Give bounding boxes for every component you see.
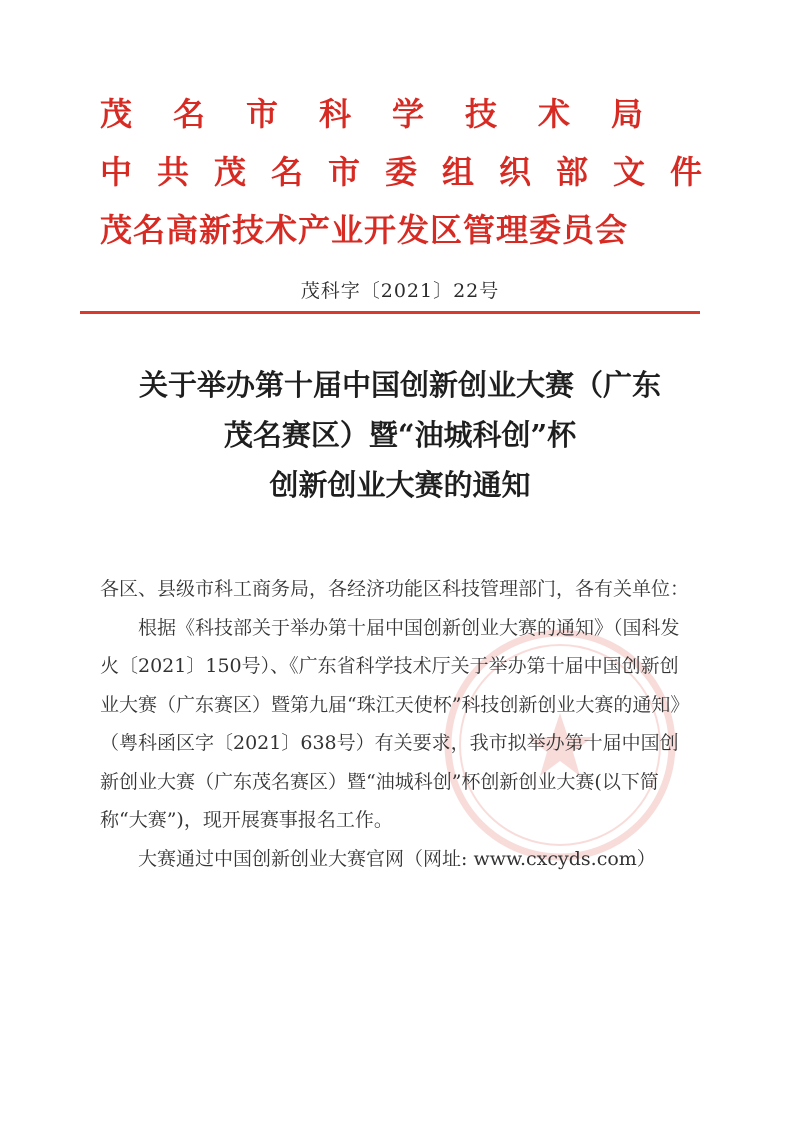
document-title bbox=[60, 360, 740, 510]
title-line-2: 茂名赛区）暨“油城科创”杯 bbox=[223, 418, 577, 452]
issuer-line-3: 茂名高新技术产业开发区管理委员会 bbox=[100, 211, 629, 249]
body-paragraph-2: 大赛通过中国创新创业大赛官网（网址: www.cxcyds.com） bbox=[138, 847, 656, 870]
title-line-1: 关于举办第十届中国创新创业大赛（广东 bbox=[138, 368, 661, 402]
doc-type-suffix: 文件 bbox=[613, 153, 728, 191]
document-number: 茂科字〔2021〕22号 bbox=[300, 280, 500, 302]
document-body bbox=[100, 570, 690, 878]
red-divider-rule bbox=[80, 311, 700, 314]
title-line-3: 创新创业大赛的通知 bbox=[269, 468, 531, 502]
issuer-name-2: 中共茂名市委组织部 bbox=[100, 153, 614, 191]
salutation: 各区、县级市科工商务局，各经济功能区科技管理部门，各有关单位： bbox=[100, 578, 690, 600]
body-paragraph-1: 根据《科技部关于举办第十届中国创新创业大赛的通知》（国科发火〔2021〕150号）、《广东省科学技术厅关于举办第十届中国创新创业大赛（广东赛区）暨第九届“珠江天使杯”科技创新创业大赛的通知》（粤科函区字〔2021〕638号）有关要求，我市拟举办第十届中国创新创业大赛（广东茂名赛区）暨“油城科创”杯创新创业大赛(以下简称“大赛”)，现开展赛事报名工作。 bbox=[100, 616, 690, 831]
issuer-header bbox=[100, 85, 727, 259]
issuer-line-1: 茂名市科学技术局 bbox=[100, 95, 685, 133]
issuer-line-2 bbox=[100, 143, 727, 201]
